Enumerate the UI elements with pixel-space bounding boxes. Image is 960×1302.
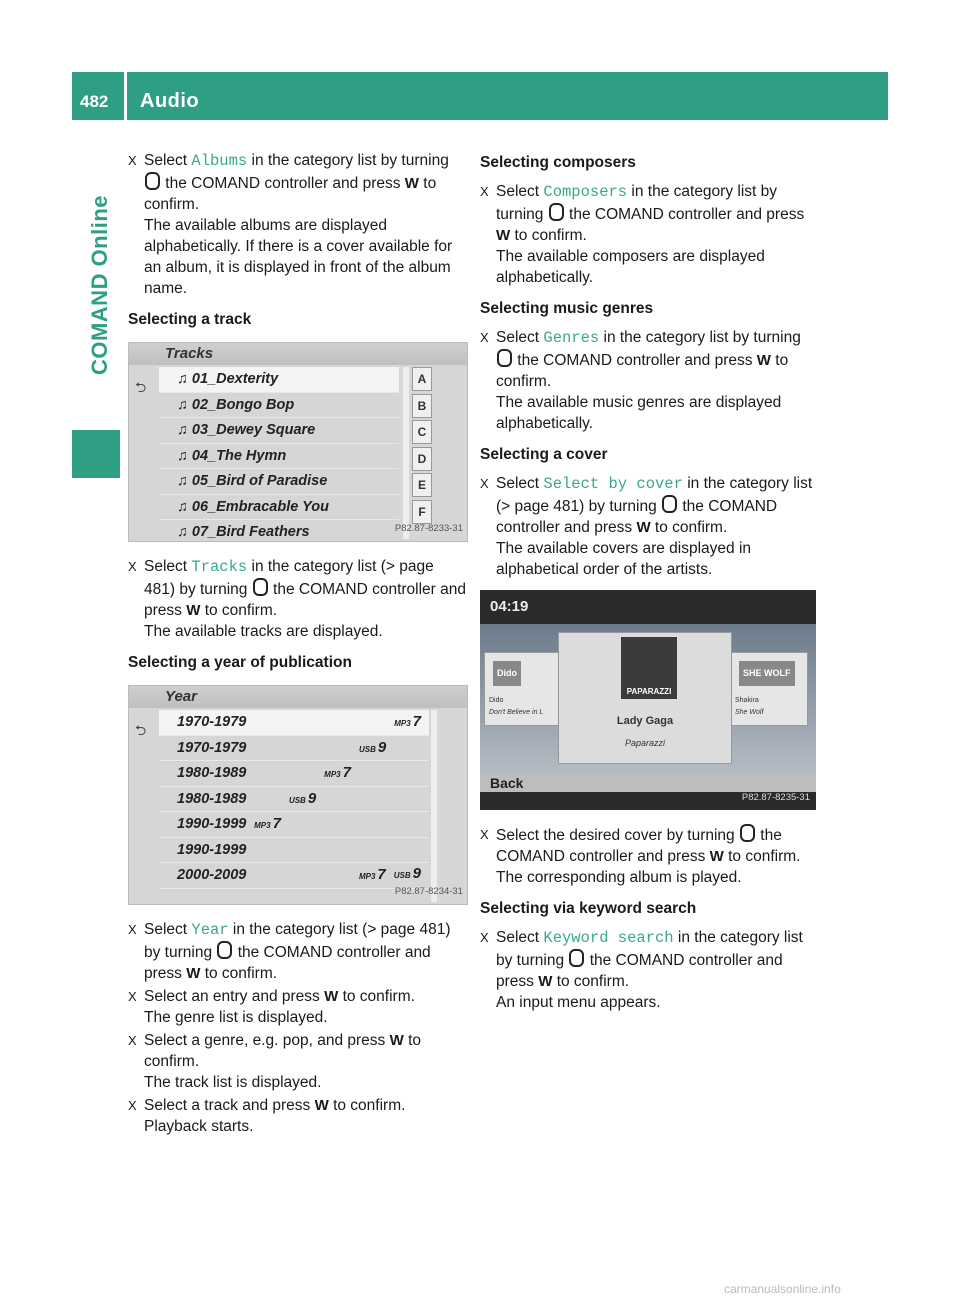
press-icon: W [186,602,201,619]
step-select-cover [480,824,816,888]
cover-title: Dido [493,661,521,686]
controller-knob-icon [549,203,564,221]
source-badge: MP3 [324,770,341,779]
step-text: to confirm. [200,602,278,619]
step-text: Select [496,329,544,346]
step-text: in the category list [247,558,377,575]
track-row[interactable]: ♫ 04_The Hymn [159,444,399,470]
step-arrow-icon: X [480,476,489,491]
menu-key-genres: Genres [543,329,600,347]
step-text: Select [144,152,192,169]
letter-button[interactable]: C [412,420,432,444]
step-tracks [128,556,468,642]
press-icon: W [756,352,771,369]
step-description: The available tracks are displayed. [144,623,383,640]
year-count: 9 [377,738,387,756]
cover-album: She Wolf [735,709,764,716]
step-arrow-icon: X [128,559,137,574]
heading-year: Selecting a year of publication [128,654,352,671]
step-text: Select [496,183,544,200]
step-description: Playback starts. [144,1118,254,1135]
track-name: 06_Embracable You [191,498,329,515]
year-range: 1980-1989 [177,765,247,781]
step-text: the COMAND controller and press [496,827,782,865]
source-badge: USB [393,871,411,880]
source-badge: USB [358,744,376,754]
controller-knob-icon [662,495,677,513]
step-cover [480,473,816,580]
figure-code: P82.87-8234-31 [394,886,463,897]
controller-knob-icon [253,578,268,596]
track-row[interactable]: ♫ 06_Embracable You [159,495,399,521]
step-text: in the category list [228,921,358,938]
year-range: 1980-1989 [177,790,247,807]
album-art: PAPARAZZI [621,637,677,699]
step-text: (> page 481) by turning [144,558,434,598]
letter-button[interactable]: B [412,394,432,418]
step-text: Select [496,929,544,946]
step-text: Select a genre, e.g. pop, and press [144,1032,386,1049]
cover-artist: Shakira [735,697,759,704]
cover-artist: Dido [489,697,504,704]
step-description: The available music genres are displayed alphabetically. [496,394,782,432]
left-column [128,150,468,1139]
step-text: in the category list by turning [247,152,449,169]
letter-index [412,367,432,526]
year-count: 9 [307,789,317,807]
step-text: the COMAND controller and press [161,175,401,192]
year-row[interactable] [159,812,429,838]
track-row[interactable]: ♫ 03_Dewey Square [159,418,399,444]
screen-title: Year [129,686,467,708]
menu-key-year: Year [191,921,229,939]
step-text: in the category list by turning [496,929,803,969]
step-text: controller and press [144,581,467,619]
step-arrow-icon: X [480,184,489,199]
year-count: 9 [412,865,421,882]
step-text: to confirm. [496,352,789,390]
year-range: 1970-1979 [177,739,247,756]
menu-key-select-by-cover: Select by cover [543,475,683,493]
step-text: the COMAND controller and press [496,498,778,536]
step-text: to confirm. [338,988,415,1005]
year-range: 1990-1999 [177,816,247,832]
step-text: Select an entry and press [144,988,320,1005]
track-row[interactable]: ♫ 02_Bongo Bop [159,393,399,419]
source-badge: MP3 [394,719,411,728]
press-icon: W [496,227,511,244]
back-icon: ⮌ [135,379,147,395]
heading-genres: Selecting music genres [480,300,654,317]
year-row[interactable] [159,787,429,813]
step-text: Select the desired cover by turning [496,827,735,844]
step-text: (> page 481) by turning [144,921,451,961]
step-arrow-icon: X [480,827,489,842]
step-text: to confirm. [510,227,587,244]
year-list [159,710,429,890]
track-name: 02_Bongo Bop [191,396,295,413]
step-text: to confirm. [650,519,728,536]
track-name: 07_Bird Feathers [191,524,310,540]
year-screen [128,685,468,905]
cover-album: Paparazzi [624,738,666,748]
press-icon: W [709,848,724,865]
scrollbar[interactable] [431,710,437,902]
year-count: 7 [377,866,386,883]
controller-knob-icon [217,941,232,959]
source-badge: MP3 [254,821,271,830]
step-text: to confirm. [200,965,278,982]
tracks-screen [128,342,468,542]
year-count: 7 [272,815,281,832]
step-text: to confirm. [144,175,437,213]
year-range: 2000-2009 [177,867,247,883]
watermark-url: carmanualsonline.info [724,1282,841,1296]
clock: 04:19 [490,598,529,615]
step-arrow-icon: X [128,922,137,937]
step-text: in the category list (> page 481) by turning [496,475,813,515]
letter-button[interactable]: E [412,473,432,497]
step-arrow-icon: X [128,1098,137,1113]
step-text: to confirm. [723,848,801,865]
year-row[interactable] [159,736,429,762]
back-button[interactable]: Back [480,774,816,792]
step-arrow-icon: X [128,989,137,1004]
figure-code: P82.87-8235-31 [741,792,810,803]
cover-item-right[interactable] [730,652,808,726]
press-icon: W [538,973,553,990]
step-keyword [480,927,816,1013]
track-row[interactable]: ♫ 01_Dexterity [159,367,399,393]
track-name: 01_Dexterity [191,371,279,387]
year-count: 7 [412,713,421,730]
scrollbar[interactable] [403,367,409,539]
step-text: the COMAND [233,944,333,961]
year-count: 7 [342,764,351,781]
track-name: 03_Dewey Square [191,422,316,438]
step-text: the COMAND controller and press [513,352,753,369]
side-marker [72,430,120,478]
letter-button[interactable]: D [412,447,432,471]
heading-composers: Selecting composers [480,154,636,171]
step-composers [480,181,816,288]
side-tab-label: COMAND Online [87,194,112,376]
press-icon: W [314,1097,329,1114]
step-text: to confirm. [144,1032,421,1070]
step-description: The track list is displayed. [144,1074,322,1091]
press-icon: W [636,519,651,536]
year-row[interactable] [159,761,429,787]
letter-button[interactable]: A [412,367,432,391]
step-description: An input menu appears. [496,994,661,1011]
menu-key-keyword-search: Keyword search [543,929,674,947]
year-range: 1970-1979 [177,714,247,730]
heading-track: Selecting a track [128,311,252,328]
header-divider [124,72,127,120]
back-icon: ⮌ [135,722,147,738]
right-column [480,150,816,1015]
step-entry [128,986,468,1028]
track-list [159,367,399,542]
step-text: the COMAND [268,581,368,598]
press-icon: W [389,1032,404,1049]
source-badge: USB [288,795,306,805]
press-icon: W [186,965,201,982]
step-text: the COMAND controller and press [564,206,805,223]
figure-code: P82.87-8233-31 [394,523,463,534]
step-arrow-icon: X [480,330,489,345]
step-text: in the category list by turning [496,183,778,223]
step-description: The available albums are displayed alphabetically. If there is a cover available for an album, it is displayed in front of the album name. [144,217,453,297]
step-description: The available composers are displayed alphabetically. [496,248,765,286]
track-name: 04_The Hymn [191,447,287,464]
letter-button[interactable]: F [412,500,432,524]
press-icon: W [324,988,339,1005]
step-text: to confirm. [552,973,630,990]
step-text: to confirm. [328,1097,406,1114]
step-text: Select a track and press [144,1097,311,1114]
controller-knob-icon [569,949,584,967]
year-row[interactable] [159,710,429,736]
step-text: Select [144,921,192,938]
section-title: Audio [140,90,200,112]
cover-title: SHE WOLF [739,661,795,686]
year-range: 1990-1999 [177,841,247,858]
screen-title: Tracks [129,343,467,365]
step-description: The corresponding album is played. [496,869,742,886]
step-albums [128,150,468,299]
step-text: Select [144,558,192,575]
cover-item-selected[interactable] [558,632,732,764]
cover-screen [480,590,816,810]
heading-cover: Selecting a cover [480,446,608,463]
side-tab [72,120,128,450]
step-arrow-icon: X [128,153,137,168]
step-genre [128,1030,468,1093]
menu-key-albums: Albums [191,152,248,170]
heading-keyword: Selecting via keyword search [480,900,697,917]
step-year [128,919,468,984]
year-row[interactable] [159,863,429,889]
step-arrow-icon: X [480,930,489,945]
step-arrow-icon: X [128,1033,137,1048]
step-genres [480,327,816,434]
controller-knob-icon [145,172,160,190]
cover-album: Don't Believe in L [489,709,544,716]
cover-artist: Lady Gaga [616,715,674,727]
step-text: the COMAND controller and press [496,952,783,990]
press-icon: W [404,175,419,192]
controller-knob-icon [497,349,512,367]
step-text: controller and press [144,944,431,982]
menu-key-tracks: Tracks [191,558,248,576]
track-row[interactable]: ♫ 05_Bird of Paradise [159,469,399,495]
step-description: The available covers are displayed in alphabetical order of the artists. [496,540,752,578]
track-name: 05_Bird of Paradise [191,473,328,489]
page-number: 482 [80,92,109,111]
cover-item-left[interactable] [484,652,564,726]
source-badge: MP3 [358,872,376,881]
step-description: The genre list is displayed. [144,1009,328,1026]
step-text: in the category list by turning [599,329,801,346]
step-text: Select [496,475,544,492]
step-track [128,1095,468,1137]
menu-key-composers: Composers [543,183,628,201]
controller-knob-icon [740,824,755,842]
track-row[interactable]: ♫ 07_Bird Feathers [159,520,399,542]
